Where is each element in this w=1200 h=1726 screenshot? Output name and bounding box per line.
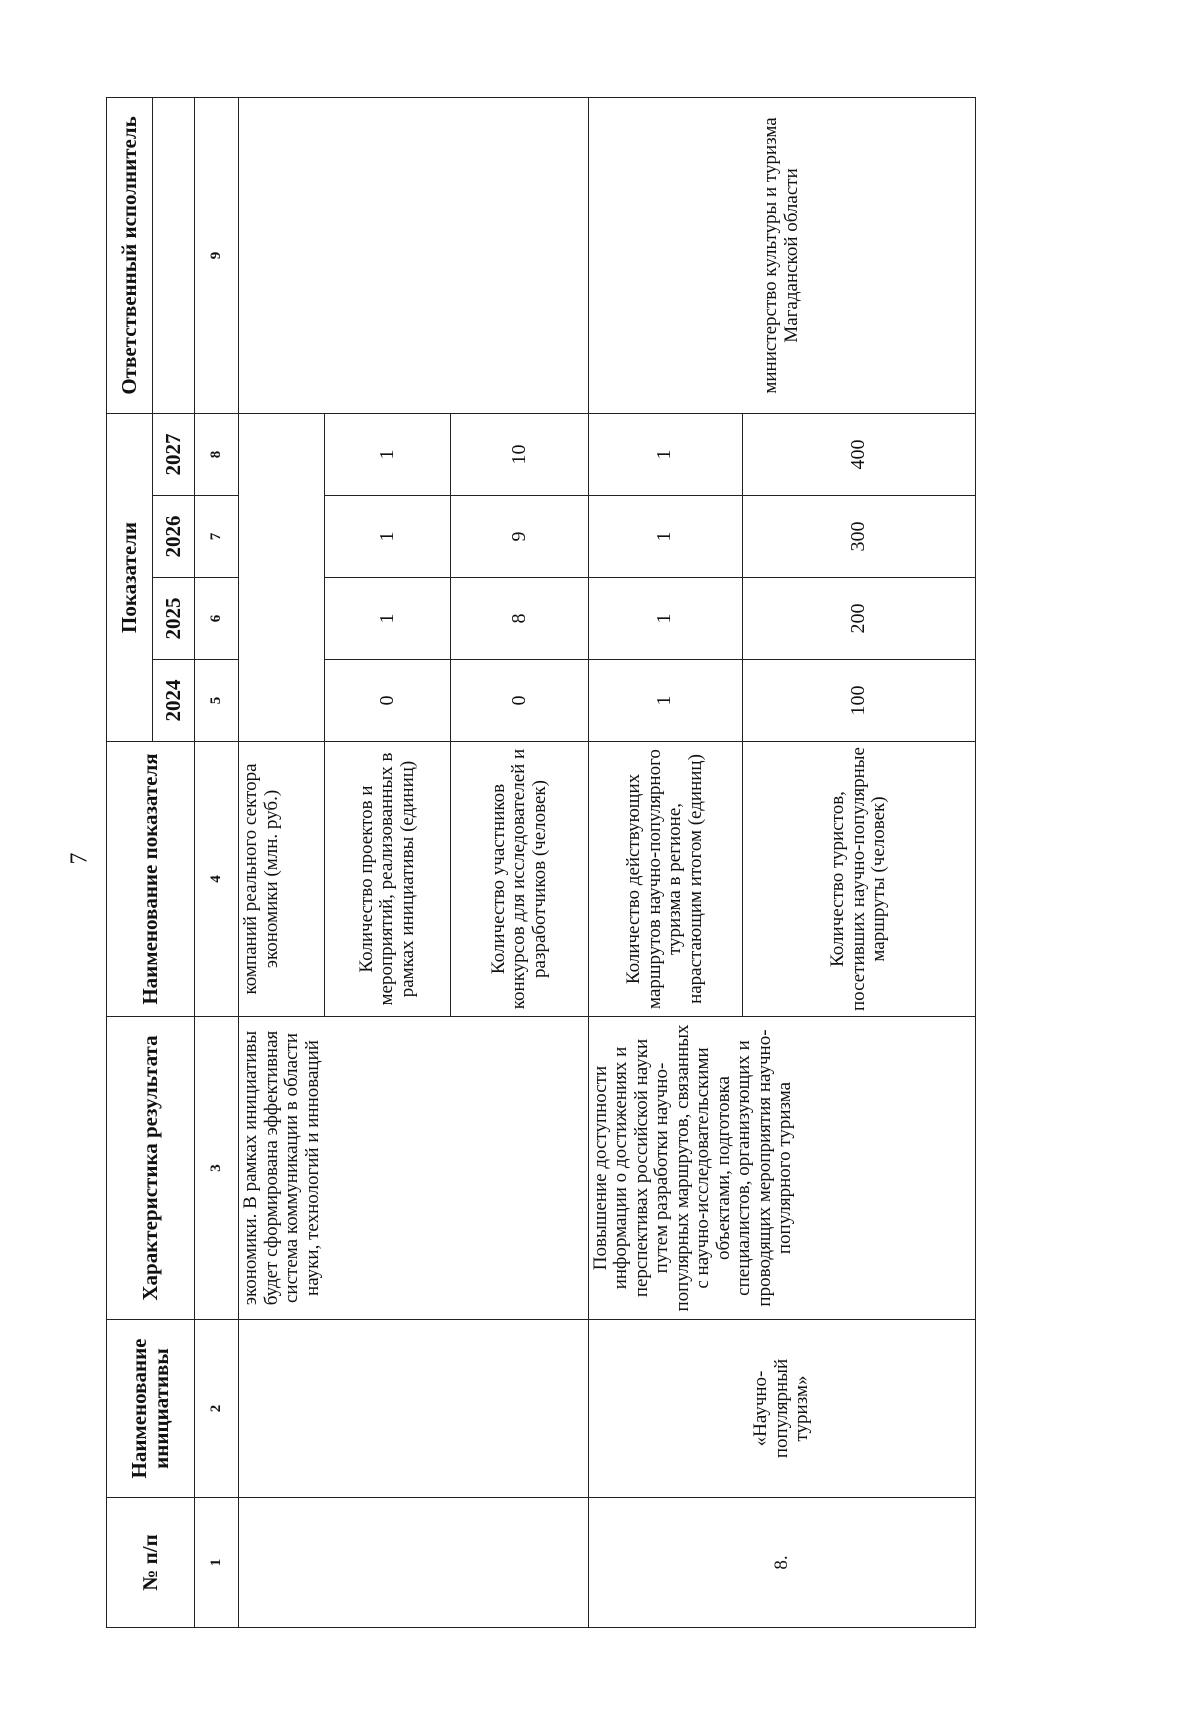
cont-result-text: экономики. В рамках инициативы будет сформирована эффективная система коммуникации в области науки, технологий и инноваций — [238, 1017, 588, 1320]
table-cell-value: 10 — [451, 413, 589, 495]
table-cell-value: 100 — [742, 660, 975, 742]
cont-executor-cell — [238, 97, 588, 413]
col-number-1: 1 — [194, 1498, 238, 1628]
header-year-2025: 2025 — [153, 578, 195, 660]
header-result: Характеристика результата — [107, 1017, 195, 1320]
cont-no-cell — [238, 1498, 588, 1628]
table-cell-value: 8 — [451, 578, 589, 660]
item8-initiative: «Научно-популярный туризм» — [588, 1320, 975, 1498]
col-number-9: 9 — [194, 97, 238, 413]
table-cell-value: 0 — [451, 660, 589, 742]
table-row-indicator: компаний реального сектора экономики (млн. руб.) — [238, 742, 324, 1017]
header-initiative: Наименование инициативы — [107, 1320, 195, 1498]
header-year-2026: 2026 — [153, 496, 195, 578]
indicators-table — [106, 97, 976, 1628]
header-indicator: Наименование показателя — [107, 742, 195, 1017]
col-number-7: 7 — [194, 496, 238, 578]
table-cell-value: 400 — [742, 413, 975, 495]
page-number: 7 — [66, 852, 93, 865]
table-cell-value: 1 — [324, 496, 451, 578]
table-cell-value: 200 — [742, 578, 975, 660]
rotated-table-sheet — [106, 98, 976, 1628]
header-year-2027: 2027 — [153, 413, 195, 495]
col-number-8: 8 — [194, 413, 238, 495]
table-cell-value: 1 — [324, 413, 451, 495]
col-number-4: 4 — [194, 742, 238, 1017]
table-cell-value: 9 — [451, 496, 589, 578]
table-cell-value: 1 — [324, 578, 451, 660]
col-number-5: 5 — [194, 660, 238, 742]
col-number-2: 2 — [194, 1320, 238, 1498]
item8-executor: министерство культуры и туризма Магаданской области — [588, 97, 975, 413]
item8-number: 8. — [588, 1498, 975, 1628]
table-row-indicator: Количество участников конкурсов для исследователей и разработчиков (человек) — [451, 742, 589, 1017]
table-cell-value: 1 — [588, 413, 742, 495]
table-cell-value: 1 — [588, 660, 742, 742]
cont-initiative-cell — [238, 1320, 588, 1498]
table-row-indicator: Количество действующих маршрутов научно-популярного туризма в регионе, нарастающим итогом (единиц) — [588, 742, 742, 1017]
table-row-indicator: Количество туристов, посетивших научно-популярные маршруты (человек) — [742, 742, 975, 1017]
header-executor-blank — [153, 97, 195, 413]
header-no: № п/п — [107, 1498, 195, 1628]
item8-result-text: Повышение доступности информации о достижениях и перспективах российской науки путем разработки научно-популярных маршрутов, связанных с научно-исследовательскими объектами, подготовка специалистов, организующих и проводящих мероприятия научно-популярного туризма — [588, 1017, 975, 1320]
col-number-6: 6 — [194, 578, 238, 660]
table-row-values-empty — [238, 413, 324, 741]
table-cell-value: 300 — [742, 496, 975, 578]
col-number-3: 3 — [194, 1017, 238, 1320]
table-cell-value: 1 — [588, 496, 742, 578]
header-indicators-group: Показатели — [107, 413, 153, 741]
table-cell-value: 1 — [588, 578, 742, 660]
header-executor: Ответственный исполнитель — [107, 97, 153, 413]
table-row-indicator: Количество проектов и мероприятий, реализованных в рамках инициативы (единиц) — [324, 742, 451, 1017]
table-cell-value: 0 — [324, 660, 451, 742]
header-year-2024: 2024 — [153, 660, 195, 742]
